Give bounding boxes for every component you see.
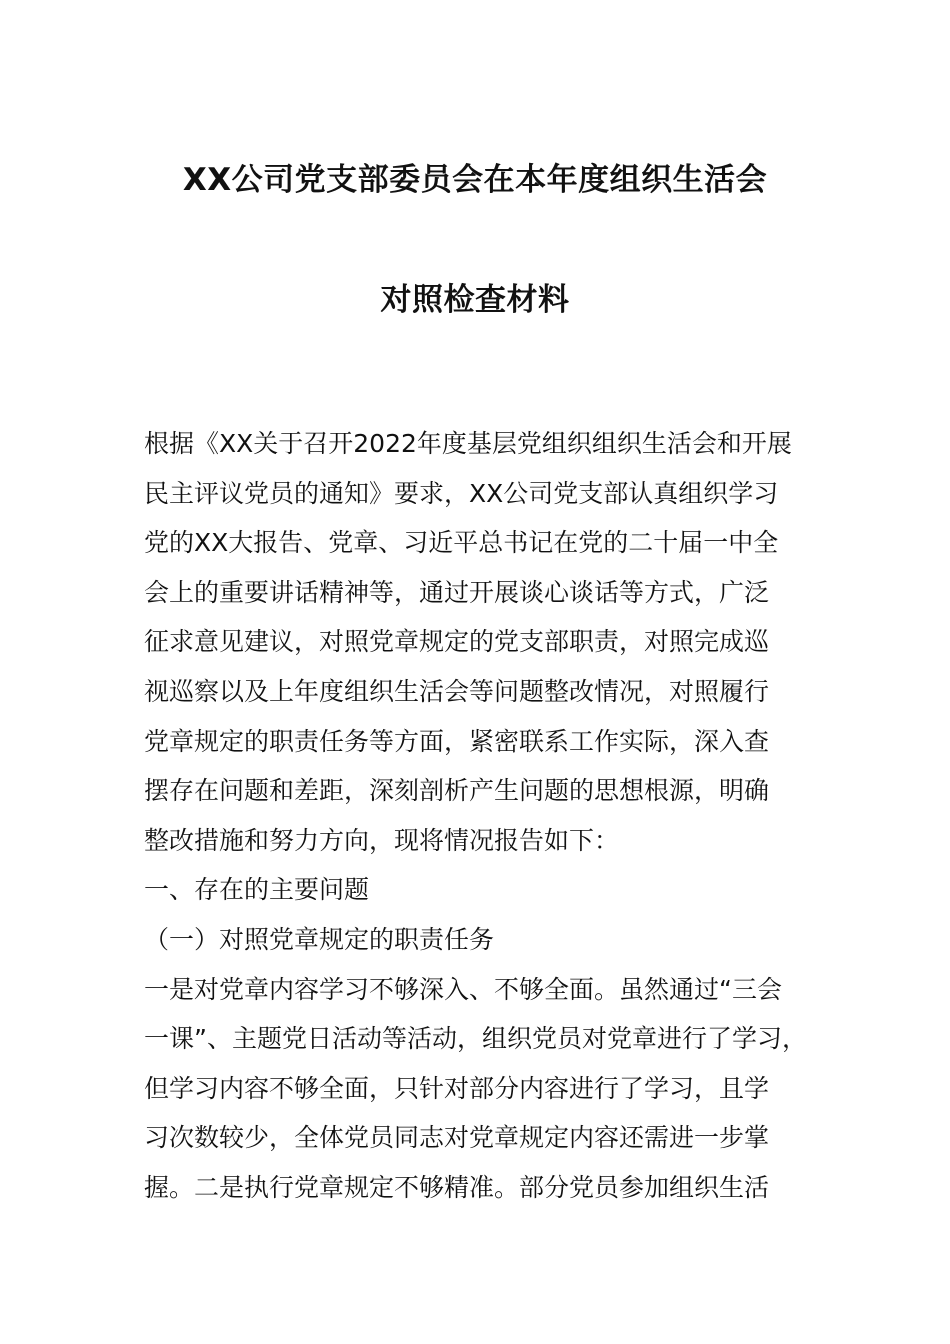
body-line: 党的XX大报告、党章、习近平总书记在党的二十届一中全 <box>144 528 779 558</box>
body-line: 征求意见建议，对照党章规定的党支部职责，对照完成巡 <box>144 627 770 657</box>
body-line: 视巡察以及上年度组织生活会等问题整改情况，对照履行 <box>144 676 770 706</box>
body-line: 整改措施和努力方向，现将情况报告如下： <box>144 825 620 855</box>
subsection-heading: （一）对照党章规定的职责任务 <box>144 924 495 954</box>
body-line: 民主评议党员的通知》要求，XX公司党支部认真组织学习 <box>144 478 779 508</box>
document-body <box>144 419 824 1213</box>
document-title-line-2: 对照检查材料 <box>380 282 570 318</box>
body-line: 握。二是执行党章规定不够精准。部分党员参加组织生活 <box>144 1172 770 1202</box>
document-title-line-1: XX公司党支部委员会在本年度组织生活会 <box>182 162 768 198</box>
body-line: 根据《XX关于召开2022年度基层党组织组织生活会和开展 <box>144 429 792 458</box>
body-line: 会上的重要讲话精神等，通过开展谈心谈话等方式，广泛 <box>144 577 770 607</box>
body-line: 一是对党章内容学习不够深入、不够全面。虽然通过“三会 <box>144 974 782 1004</box>
body-line: 但学习内容不够全面，只针对部分内容进行了学习，且学 <box>144 1073 770 1103</box>
section-heading: 一、存在的主要问题 <box>144 875 370 905</box>
body-line: 习次数较少，全体党员同志对党章规定内容还需进一步掌 <box>144 1123 770 1153</box>
body-line: 党章规定的职责任务等方面，紧密联系工作实际，深入查 <box>144 726 770 756</box>
body-line: 摆存在问题和差距，深刻剖析产生问题的思想根源，明确 <box>144 776 770 806</box>
body-line: 一课”、主题党日活动等活动，组织党员对党章进行了学习， <box>144 1024 807 1054</box>
